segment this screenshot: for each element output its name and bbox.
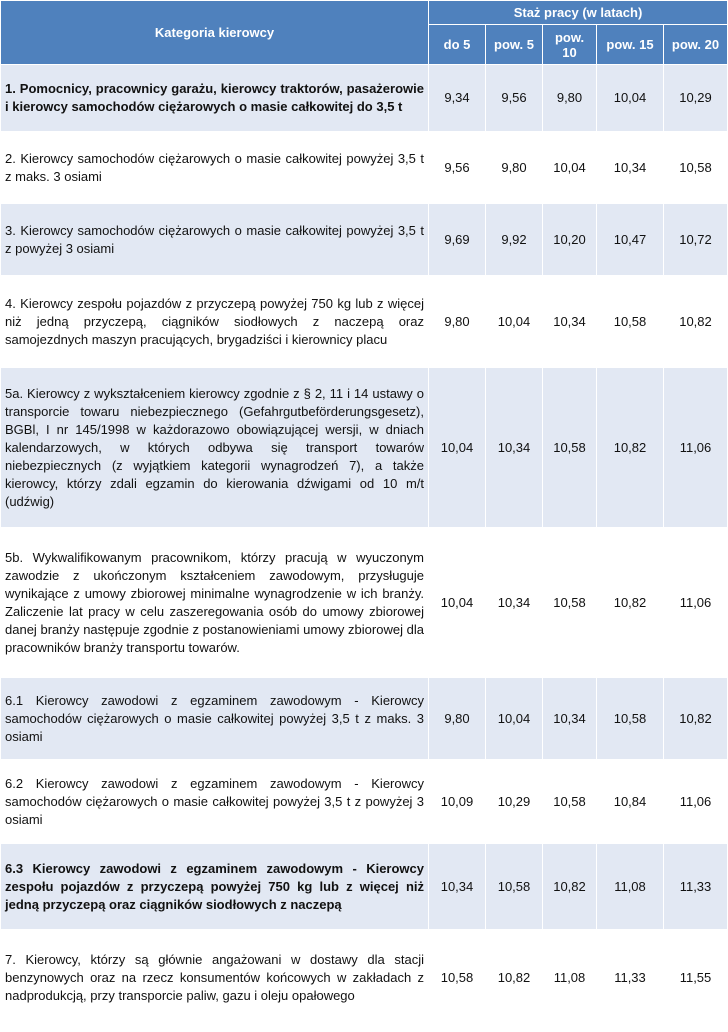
row-value-cell: 9,56 bbox=[486, 65, 543, 132]
row-value-cell: 10,58 bbox=[429, 930, 486, 1027]
row-category-label: 5a. Kierowcy z wykształceniem kierowcy zgodnie z § 2, 11 i 14 ustawy o transporcie towaru niebezpiecznego (Gefahrgutbeförderungsgesetz), BGBl, I nr 145/1998 w każdorazowo obowiązującej wersji, w dniach kalendarzowych, w których odbywa się transport towarów niebezpiecznych (z wyjątkiem kategorii wynagrodzeń 7), a także kierowcy, którzy zdali egzamin do kierowania dźwigami od 10 m/t (udźwig) bbox=[1, 368, 429, 528]
table-row bbox=[1, 678, 728, 760]
row-value-cell: 9,80 bbox=[543, 65, 597, 132]
row-value-cell: 10,04 bbox=[486, 678, 543, 760]
table-row bbox=[1, 276, 728, 368]
col-header: do 5 bbox=[429, 25, 486, 65]
row-value-cell: 10,34 bbox=[486, 368, 543, 528]
row-value-cell: 10,72 bbox=[664, 204, 728, 276]
table-row bbox=[1, 760, 728, 844]
row-category-label: 5b. Wykwalifikowanym pracownikom, którzy pracują w wyuczonym zawodzie z ukończonym kształceniem zawodowym, przysługuje wynikające z umowy zbiorowej minimalne wynagrodzenie w ich branży. Zaliczenie lat pracy w celu zaszeregowania osób do umowy zbiorowej danej branży następuje zgodnie z postanowieniami umowy zbiorowej dla pracowników branży transportu towarów. bbox=[1, 528, 429, 678]
row-category-label: 6.3 Kierowcy zawodowi z egzaminem zawodowym - Kierowcy zespołu pojazdów z przyczepą powyżej 750 kg lub z więcej niż jedną przyczepą oraz ciągników siodłowych z naczepą bbox=[1, 844, 429, 930]
row-category-label: 7. Kierowcy, którzy są głównie angażowani w dostawy dla stacji benzynowych oraz na rzecz konsumentów końcowych w zakładach z nadprodukcją, przy transporcie paliw, gazu i oleju opałowego bbox=[1, 930, 429, 1027]
row-category-label: 6.1 Kierowcy zawodowi z egzaminem zawodowym - Kierowcy samochodów ciężarowych o masie całkowitej powyżej 3,5 t z maks. 3 osiami bbox=[1, 678, 429, 760]
category-header: Kategoria kierowcy bbox=[1, 1, 429, 65]
table-row bbox=[1, 844, 728, 930]
row-value-cell: 10,58 bbox=[597, 678, 664, 760]
row-value-cell: 11,08 bbox=[543, 930, 597, 1027]
row-value-cell: 10,29 bbox=[664, 65, 728, 132]
row-value-cell: 11,33 bbox=[597, 930, 664, 1027]
row-value-cell: 11,33 bbox=[664, 844, 728, 930]
row-value-cell: 11,55 bbox=[664, 930, 728, 1027]
row-category-label: 6.2 Kierowcy zawodowi z egzaminem zawodowym - Kierowcy samochodów ciężarowych o masie całkowitej powyżej 3,5 t z powyżej 3 osiami bbox=[1, 760, 429, 844]
row-value-cell: 10,84 bbox=[597, 760, 664, 844]
table-row bbox=[1, 132, 728, 204]
row-value-cell: 9,56 bbox=[429, 132, 486, 204]
row-value-cell: 10,82 bbox=[597, 368, 664, 528]
experience-group-header: Staż pracy (w latach) bbox=[429, 1, 728, 25]
row-value-cell: 10,04 bbox=[597, 65, 664, 132]
row-value-cell: 10,58 bbox=[664, 132, 728, 204]
row-category-label: 3. Kierowcy samochodów ciężarowych o masie całkowitej powyżej 3,5 t z powyżej 3 osiami bbox=[1, 204, 429, 276]
table-row bbox=[1, 528, 728, 678]
row-value-cell: 10,04 bbox=[429, 368, 486, 528]
row-category-label: 1. Pomocnicy, pracownicy garażu, kierowcy traktorów, pasażerowie i kierowcy samochodów ciężarowych o masie całkowitej do 3,5 t bbox=[1, 65, 429, 132]
row-value-cell: 10,34 bbox=[543, 678, 597, 760]
row-value-cell: 10,58 bbox=[486, 844, 543, 930]
col-header: pow. 15 bbox=[597, 25, 664, 65]
row-value-cell: 10,09 bbox=[429, 760, 486, 844]
row-value-cell: 10,04 bbox=[486, 276, 543, 368]
table-row bbox=[1, 65, 728, 132]
row-category-label: 2. Kierowcy samochodów ciężarowych o masie całkowitej powyżej 3,5 t z maks. 3 osiami bbox=[1, 132, 429, 204]
row-value-cell: 10,34 bbox=[597, 132, 664, 204]
row-value-cell: 9,80 bbox=[429, 678, 486, 760]
row-category-label: 4. Kierowcy zespołu pojazdów z przyczepą powyżej 750 kg lub z więcej niż jedną przyczepą, ciągników siodłowych z naczepą oraz samojezdnych maszyn pracujących, brygadziści i kierownicy placu bbox=[1, 276, 429, 368]
row-value-cell: 11,06 bbox=[664, 528, 728, 678]
row-value-cell: 9,69 bbox=[429, 204, 486, 276]
row-value-cell: 10,04 bbox=[429, 528, 486, 678]
row-value-cell: 10,82 bbox=[664, 678, 728, 760]
row-value-cell: 10,82 bbox=[664, 276, 728, 368]
col-header: pow. 20 bbox=[664, 25, 728, 65]
row-value-cell: 10,82 bbox=[597, 528, 664, 678]
row-value-cell: 10,29 bbox=[486, 760, 543, 844]
row-value-cell: 9,80 bbox=[429, 276, 486, 368]
row-value-cell: 10,58 bbox=[597, 276, 664, 368]
col-header: pow. 10 bbox=[543, 25, 597, 65]
row-value-cell: 10,34 bbox=[486, 528, 543, 678]
row-value-cell: 10,58 bbox=[543, 760, 597, 844]
row-value-cell: 11,08 bbox=[597, 844, 664, 930]
row-value-cell: 10,04 bbox=[543, 132, 597, 204]
row-value-cell: 10,20 bbox=[543, 204, 597, 276]
row-value-cell: 11,06 bbox=[664, 368, 728, 528]
row-value-cell: 10,34 bbox=[429, 844, 486, 930]
row-value-cell: 9,80 bbox=[486, 132, 543, 204]
row-value-cell: 10,58 bbox=[543, 528, 597, 678]
row-value-cell: 10,82 bbox=[486, 930, 543, 1027]
row-value-cell: 10,47 bbox=[597, 204, 664, 276]
row-value-cell: 10,58 bbox=[543, 368, 597, 528]
row-value-cell: 10,82 bbox=[543, 844, 597, 930]
table-body bbox=[1, 65, 728, 1027]
row-value-cell: 10,34 bbox=[543, 276, 597, 368]
row-value-cell: 9,92 bbox=[486, 204, 543, 276]
row-value-cell: 9,34 bbox=[429, 65, 486, 132]
col-header: pow. 5 bbox=[486, 25, 543, 65]
table-row bbox=[1, 204, 728, 276]
table-row bbox=[1, 368, 728, 528]
row-value-cell: 11,06 bbox=[664, 760, 728, 844]
table-row bbox=[1, 930, 728, 1027]
